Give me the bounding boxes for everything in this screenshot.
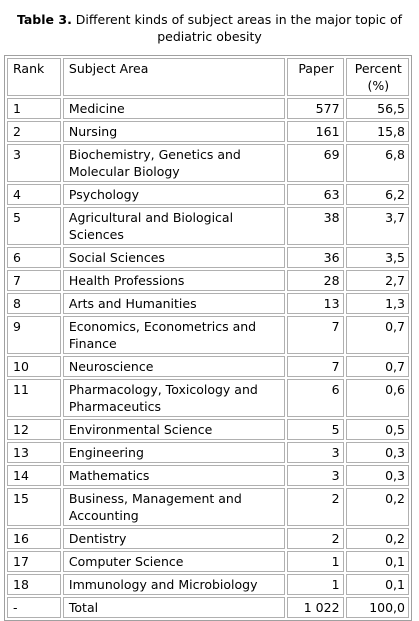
- paper-cell: 36: [287, 247, 344, 268]
- paper-cell: 2: [287, 528, 344, 549]
- subject-area-cell: Arts and Humanities: [63, 293, 285, 314]
- table-row: [7, 270, 409, 291]
- percent-cell: 0,2: [346, 528, 409, 549]
- subject-area-cell: Environmental Science: [63, 419, 285, 440]
- subject-area-cell: Pharmacology, Toxicology and Pharmaceutics: [63, 379, 285, 417]
- table-row: [7, 98, 409, 119]
- rank-cell: 18: [7, 574, 61, 595]
- paper-cell: 3: [287, 442, 344, 463]
- subject-area-cell: Economics, Econometrics and Finance: [63, 316, 285, 354]
- rank-cell: 2: [7, 121, 61, 142]
- rank-cell: 4: [7, 184, 61, 205]
- paper-cell: 1 022: [287, 597, 344, 618]
- paper-cell: 63: [287, 184, 344, 205]
- table-row: [7, 574, 409, 595]
- paper-cell: 7: [287, 316, 344, 354]
- paper-cell: 28: [287, 270, 344, 291]
- table-row: [7, 207, 409, 245]
- percent-cell: 1,3: [346, 293, 409, 314]
- subject-area-cell: Business, Management and Accounting: [63, 488, 285, 526]
- subject-area-cell: Immunology and Microbiology: [63, 574, 285, 595]
- subject-area-cell: Computer Science: [63, 551, 285, 572]
- subject-area-cell: Agricultural and Biological Sciences: [63, 207, 285, 245]
- subject-area-cell: Dentistry: [63, 528, 285, 549]
- paper-cell: 577: [287, 98, 344, 119]
- subject-area-cell: Psychology: [63, 184, 285, 205]
- percent-cell: 0,1: [346, 551, 409, 572]
- rank-cell: 14: [7, 465, 61, 486]
- table-row: [7, 293, 409, 314]
- rank-cell: 16: [7, 528, 61, 549]
- table-row: [7, 144, 409, 182]
- subject-area-table: [4, 55, 412, 621]
- percent-cell: 0,7: [346, 356, 409, 377]
- table-body: [7, 98, 409, 618]
- rank-cell: 6: [7, 247, 61, 268]
- percent-cell: 3,5: [346, 247, 409, 268]
- table-row: [7, 419, 409, 440]
- table-row: [7, 442, 409, 463]
- rank-cell: -: [7, 597, 61, 618]
- rank-cell: 9: [7, 316, 61, 354]
- rank-cell: 17: [7, 551, 61, 572]
- percent-cell: 3,7: [346, 207, 409, 245]
- percent-cell: 100,0: [346, 597, 409, 618]
- subject-area-cell: Social Sciences: [63, 247, 285, 268]
- table-row: [7, 528, 409, 549]
- paper-cell: 69: [287, 144, 344, 182]
- rank-cell: 11: [7, 379, 61, 417]
- percent-cell: 6,8: [346, 144, 409, 182]
- percent-cell: 0,3: [346, 465, 409, 486]
- rank-cell: 5: [7, 207, 61, 245]
- table-row: [7, 488, 409, 526]
- subject-area-cell: Total: [63, 597, 285, 618]
- paper-cell: 1: [287, 574, 344, 595]
- paper-cell: 1: [287, 551, 344, 572]
- percent-cell: 0,1: [346, 574, 409, 595]
- table-row: [7, 121, 409, 142]
- subject-area-cell: Health Professions: [63, 270, 285, 291]
- percent-cell: 6,2: [346, 184, 409, 205]
- table-row: [7, 379, 409, 417]
- subject-area-cell: Neuroscience: [63, 356, 285, 377]
- percent-cell: 0,3: [346, 442, 409, 463]
- table-caption: [0, 11, 419, 45]
- paper-cell: 161: [287, 121, 344, 142]
- header-rank: Rank: [7, 58, 61, 96]
- rank-cell: 13: [7, 442, 61, 463]
- table-row: [7, 597, 409, 618]
- rank-cell: 1: [7, 98, 61, 119]
- rank-cell: 12: [7, 419, 61, 440]
- percent-cell: 0,2: [346, 488, 409, 526]
- table-row: [7, 551, 409, 572]
- header-paper: Paper: [287, 58, 344, 96]
- percent-cell: 0,7: [346, 316, 409, 354]
- table-header-row: [7, 58, 409, 96]
- rank-cell: 10: [7, 356, 61, 377]
- rank-cell: 15: [7, 488, 61, 526]
- paper-cell: 2: [287, 488, 344, 526]
- rank-cell: 3: [7, 144, 61, 182]
- percent-cell: 2,7: [346, 270, 409, 291]
- subject-area-cell: Mathematics: [63, 465, 285, 486]
- subject-area-cell: Engineering: [63, 442, 285, 463]
- table-row: [7, 247, 409, 268]
- caption-text: Different kinds of subject areas in the major topic of pediatric obesity: [75, 12, 403, 44]
- percent-cell: 15,8: [346, 121, 409, 142]
- caption-label: Table 3.: [16, 12, 72, 27]
- percent-cell: 56,5: [346, 98, 409, 119]
- header-subject-area: Subject Area: [63, 58, 285, 96]
- paper-cell: 3: [287, 465, 344, 486]
- subject-area-cell: Medicine: [63, 98, 285, 119]
- header-percent: Percent (%): [346, 58, 409, 96]
- percent-cell: 0,5: [346, 419, 409, 440]
- percent-cell: 0,6: [346, 379, 409, 417]
- rank-cell: 8: [7, 293, 61, 314]
- table-row: [7, 465, 409, 486]
- paper-cell: 6: [287, 379, 344, 417]
- table-row: [7, 184, 409, 205]
- paper-cell: 38: [287, 207, 344, 245]
- paper-cell: 5: [287, 419, 344, 440]
- table-row: [7, 356, 409, 377]
- paper-cell: 13: [287, 293, 344, 314]
- paper-cell: 7: [287, 356, 344, 377]
- rank-cell: 7: [7, 270, 61, 291]
- subject-area-cell: Nursing: [63, 121, 285, 142]
- subject-area-cell: Biochemistry, Genetics and Molecular Biology: [63, 144, 285, 182]
- table-row: [7, 316, 409, 354]
